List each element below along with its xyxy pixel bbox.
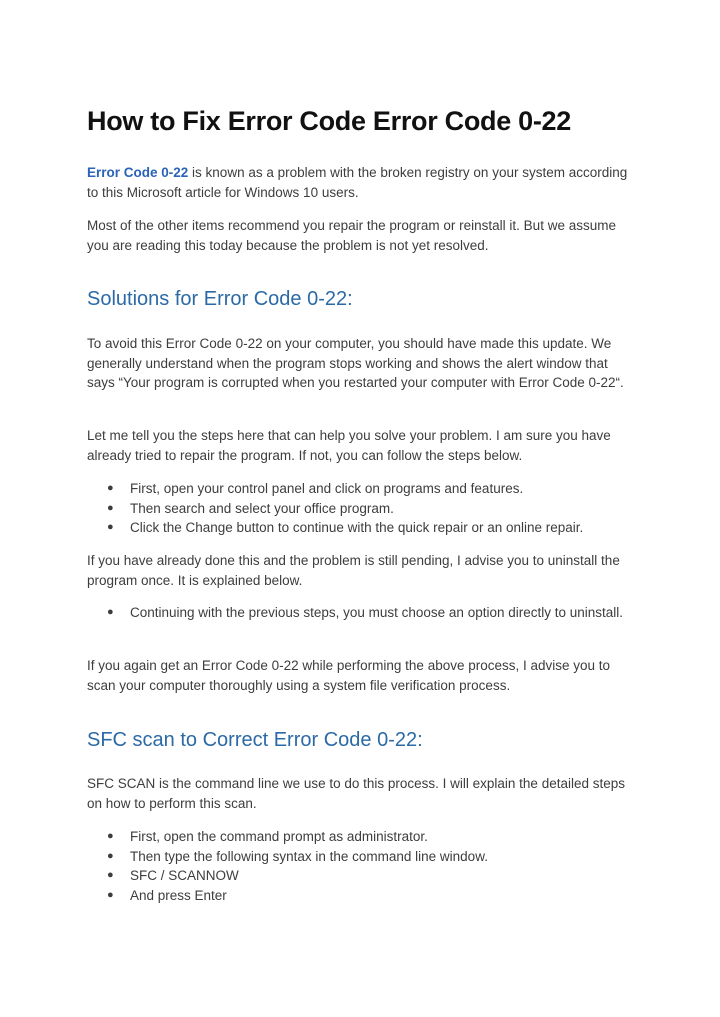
- paragraph-avoid-error: To avoid this Error Code 0-22 on your computer, you should have made this update. We generally understand when the program stops working and shows the alert window that says “Your program is corrupted when you restarted your computer with Error Code 0-22“.: [87, 336, 624, 390]
- list-item: [87, 886, 637, 906]
- repair-steps-list: [87, 479, 637, 538]
- bullet-icon: ●: [107, 830, 114, 842]
- bullet-icon: ●: [107, 501, 114, 514]
- list-item: [87, 827, 637, 847]
- list-item: [87, 479, 637, 499]
- intro-paragraph: [87, 163, 637, 202]
- list-item: [87, 847, 637, 867]
- intro-text: is known as a problem with the broken registry on your system according to this Microsoft article for Windows 10 users.: [87, 165, 628, 200]
- paragraph-scan-advice: If you again get an Error Code 0-22 while performing the above process, I advise you to scan your computer thoroughly using a system file verification process.: [87, 658, 611, 693]
- list-item-text: Continuing with the previous steps, you must choose an option directly to uninstall.: [130, 605, 624, 620]
- section-heading-sfc: SFC scan to Correct Error Code 0-22:: [87, 729, 423, 751]
- bullet-icon: ●: [107, 888, 114, 901]
- bullet-icon: ●: [107, 482, 114, 494]
- paragraph-uninstall: If you have already done this and the problem is still pending, I advise you to uninstall the program once. It is explained below.: [87, 553, 620, 588]
- error-code-link[interactable]: Error Code 0-22: [87, 165, 189, 180]
- section-heading-solutions: Solutions for Error Code 0-22:: [87, 288, 353, 310]
- list-item-text: Then search and select your office program.: [130, 500, 394, 516]
- bullet-icon: ●: [107, 521, 114, 533]
- list-item: [87, 866, 637, 886]
- list-item: [87, 603, 637, 623]
- uninstall-steps-list: [87, 603, 637, 623]
- paragraph-reinstall: Most of the other items recommend you repair the program or reinstall it. But we assume you are reading this today because the problem is not yet resolved.: [87, 218, 616, 253]
- bullet-icon: ●: [107, 606, 114, 618]
- list-item-text: Click the Change button to continue with the quick repair or an online repair.: [130, 520, 584, 535]
- paragraph-sfc-intro: SFC SCAN is the command line we use to do this process. I will explain the detailed steps on how to perform this scan.: [87, 776, 626, 811]
- list-item: [87, 499, 637, 519]
- list-item-text: And press Enter: [130, 887, 227, 903]
- bullet-icon: ●: [107, 849, 114, 862]
- list-item-text: First, open the command prompt as administrator.: [130, 829, 428, 844]
- list-item-text: Then type the following syntax in the command line window.: [130, 848, 488, 864]
- sfc-steps-list: [87, 827, 637, 905]
- bullet-icon: ●: [107, 869, 114, 881]
- page-title: How to Fix Error Code Error Code 0-22: [87, 106, 571, 136]
- list-item-text: SFC / SCANNOW: [130, 868, 239, 883]
- paragraph-steps-intro: Let me tell you the steps here that can help you solve your problem. I am sure you have already tried to repair the program. If not, you can follow the steps below.: [87, 428, 611, 463]
- list-item-text: First, open your control panel and click on programs and features.: [130, 481, 524, 496]
- list-item: [87, 518, 637, 538]
